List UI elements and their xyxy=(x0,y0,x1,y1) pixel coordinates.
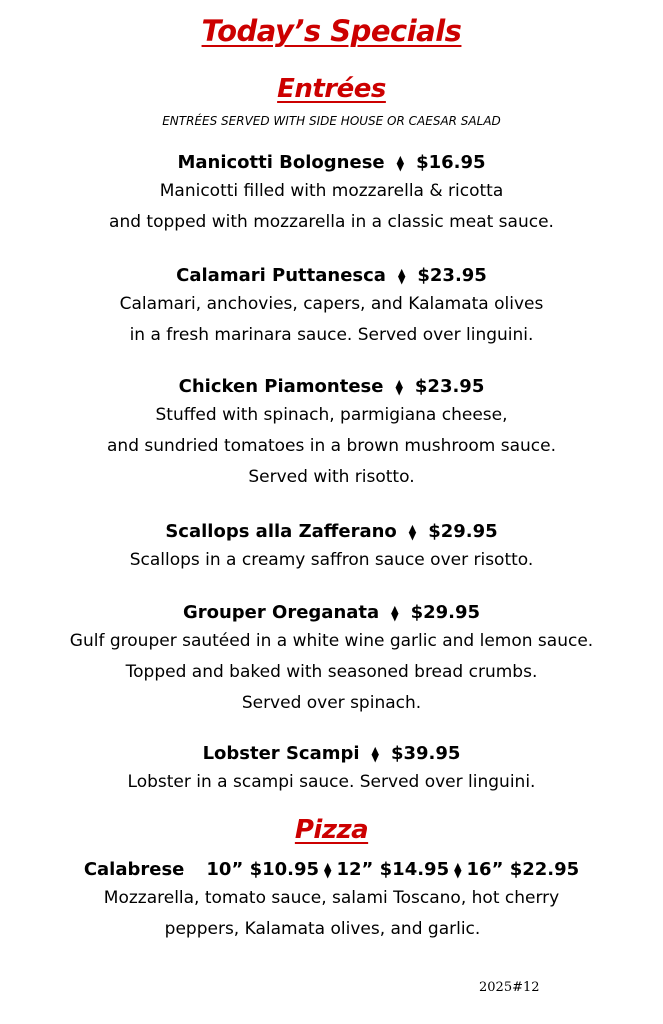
item-name: Chicken Piamontese xyxy=(178,376,384,397)
pizza-price: $10.95 xyxy=(249,859,320,880)
diamond-separator: ⧫ xyxy=(324,861,332,879)
menu-item-calamari-puttanesca xyxy=(0,263,663,351)
entrees-note: ENTRÉES SERVED WITH SIDE HOUSE OR CAESAR SALAD xyxy=(162,114,501,128)
item-description-line: peppers, Kalamata olives, and garlic. xyxy=(164,919,481,939)
diamond-separator: ⧫ xyxy=(397,267,406,285)
item-description-line: Manicotti filled with mozzarella & ricotta xyxy=(159,181,504,201)
item-name: Manicotti Bolognese xyxy=(177,152,385,173)
pizza-price: $22.95 xyxy=(509,859,580,880)
pizza-size: 10” xyxy=(206,859,244,880)
pizza-size: 16” xyxy=(466,859,504,880)
page-title: Today’s Specials xyxy=(201,14,462,48)
diamond-separator: ⧫ xyxy=(454,861,462,879)
item-name: Grouper Oreganata xyxy=(182,602,380,623)
item-price: $29.95 xyxy=(410,602,481,623)
item-description-line: Lobster in a scampi sauce. Served over linguini. xyxy=(127,772,536,792)
item-description-line: and topped with mozzarella in a classic meat sauce. xyxy=(109,212,554,232)
item-header xyxy=(0,374,663,400)
item-description-line: Served with risotto. xyxy=(248,467,415,487)
diamond-separator: ⧫ xyxy=(391,604,399,622)
item-header xyxy=(0,600,663,626)
item-description-line: Gulf grouper sautéed in a white wine garlic and lemon sauce. xyxy=(69,631,594,651)
item-header xyxy=(0,741,663,767)
item-description-line: Served over spinach. xyxy=(241,693,422,713)
item-header xyxy=(0,263,663,289)
item-name: Scallops alla Zafferano xyxy=(165,521,397,542)
item-price: $29.95 xyxy=(428,521,498,542)
item-description-line: Mozzarella, tomato sauce, salami Toscano, hot cherry xyxy=(103,888,560,908)
item-price: $23.95 xyxy=(417,265,487,286)
menu-item-calabrese-pizza xyxy=(0,857,663,945)
item-description-line: in a fresh marinara sauce. Served over linguini. xyxy=(129,325,534,345)
diamond-separator: ⧫ xyxy=(396,154,405,172)
item-description-line: Calamari, anchovies, capers, and Kalamata olives xyxy=(119,294,544,314)
menu-item-manicotti-bolognese xyxy=(0,150,663,238)
item-price: $39.95 xyxy=(390,743,461,764)
diamond-separator: ⧫ xyxy=(395,378,403,396)
item-name: Calabrese xyxy=(83,859,185,880)
item-price: $16.95 xyxy=(416,152,486,173)
item-price: $23.95 xyxy=(414,376,485,397)
menu-item-lobster-scampi xyxy=(0,741,663,798)
item-description-line: Stuffed with spinach, parmigiana cheese, xyxy=(155,405,508,425)
menu-item-grouper-oreganata xyxy=(0,600,663,719)
menu-item-chicken-piamontese xyxy=(0,374,663,493)
diamond-separator: ⧫ xyxy=(408,523,417,541)
menu-code: 2025#12 xyxy=(479,980,540,995)
pizza-header xyxy=(0,857,663,883)
item-description-line: and sundried tomatoes in a brown mushroom sauce. xyxy=(107,436,556,456)
item-description-line: Topped and baked with seasoned bread crumbs. xyxy=(125,662,538,682)
item-header xyxy=(0,519,663,545)
item-name: Lobster Scampi xyxy=(202,743,360,764)
item-header xyxy=(0,150,663,176)
pizza-price: $14.95 xyxy=(379,859,450,880)
pizza-size: 12” xyxy=(336,859,374,880)
diamond-separator: ⧫ xyxy=(371,745,379,763)
pizza-heading: Pizza xyxy=(294,815,369,845)
item-description-line: Scallops in a creamy saffron sauce over risotto. xyxy=(129,550,534,570)
entrees-heading: Entrées xyxy=(277,74,386,104)
item-name: Calamari Puttanesca xyxy=(176,265,386,286)
menu-item-scallops-alla-zafferano xyxy=(0,519,663,576)
